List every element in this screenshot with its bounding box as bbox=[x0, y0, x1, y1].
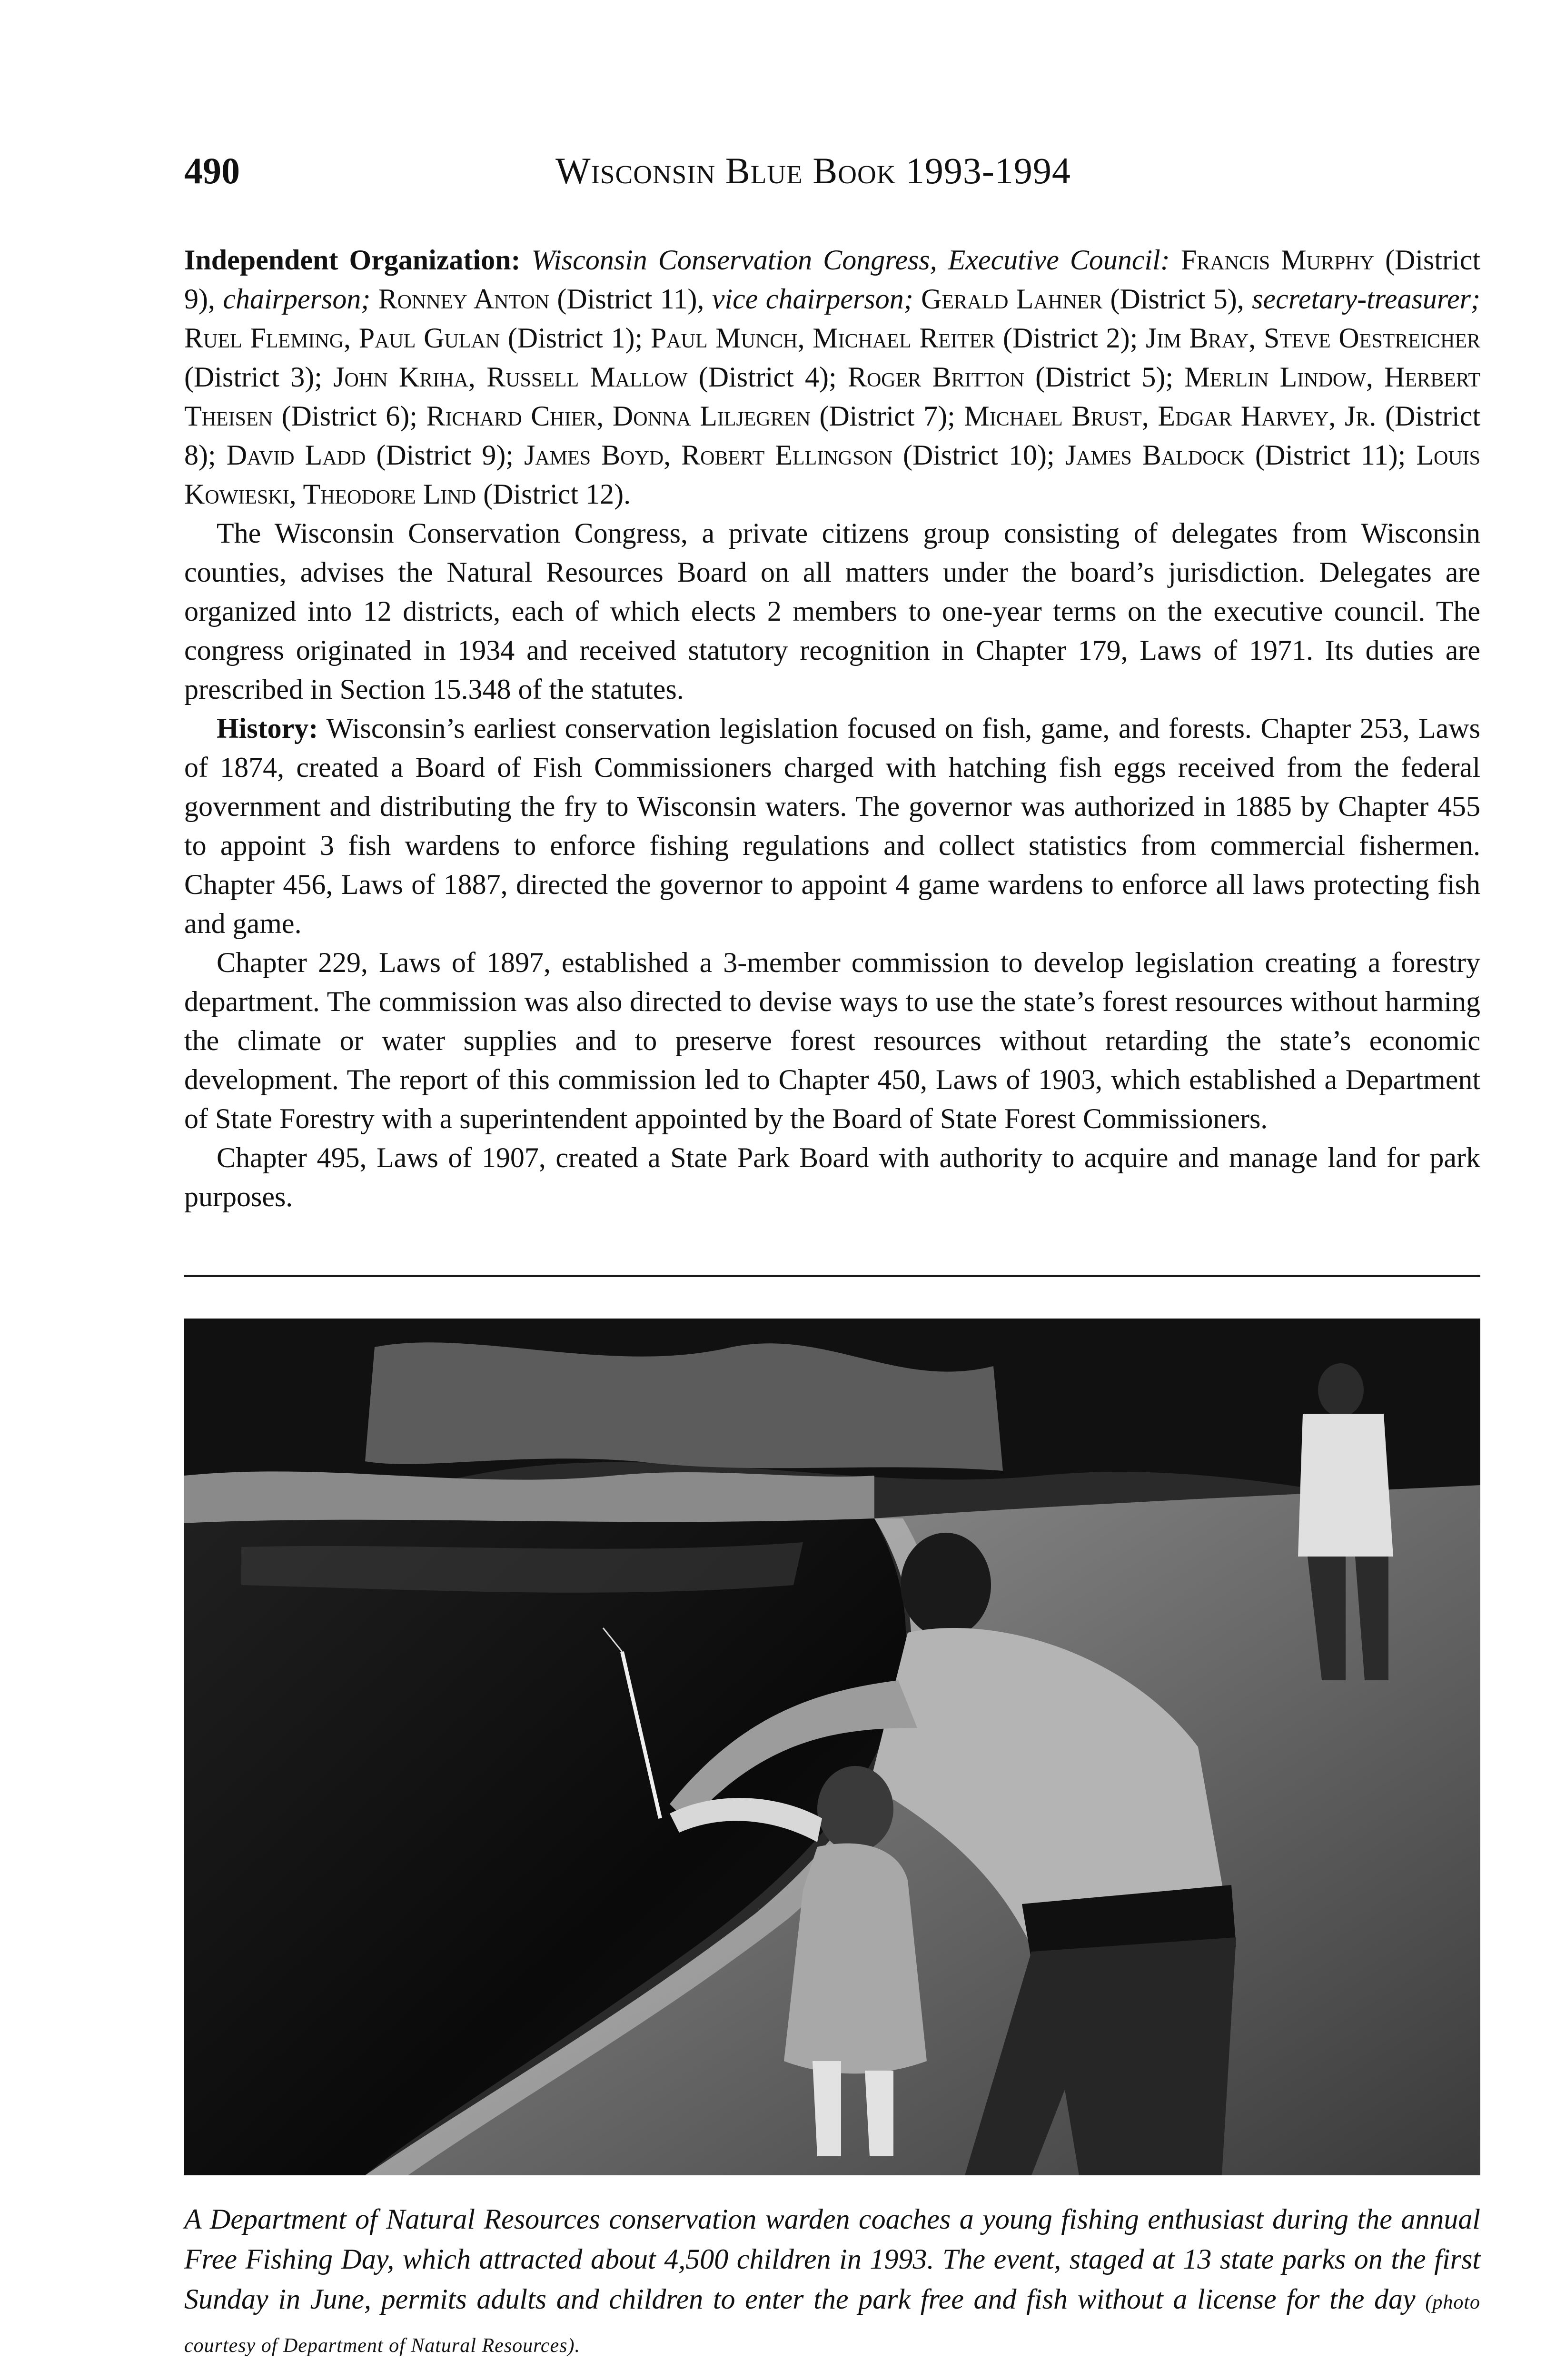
district-label: (District 4); bbox=[687, 361, 848, 393]
district-members: Michael Brust, Edgar Harvey, Jr. bbox=[964, 400, 1377, 432]
history-paragraph bbox=[184, 709, 1480, 943]
district-label: (District 10); bbox=[892, 439, 1065, 471]
district-label: (District 1); bbox=[500, 322, 651, 354]
district-label: (District 12). bbox=[476, 478, 631, 510]
photo-credit: (photo courtesy of Department of Natural Resources). bbox=[184, 2291, 1481, 2357]
caption-text: A Department of Natural Resources conservation warden coaches a young fishing enthusiast during the annual Free Fishing Day, which attracted about 4,500 children in 1993. The event, staged at 13 state parks on the first Sunday in June, permits adults and children to enter the park free and fish without a license for the day bbox=[184, 2203, 1480, 2315]
photo-fishing-warden bbox=[184, 1319, 1480, 2175]
district-label: (District 7); bbox=[810, 400, 964, 432]
history-label: History: bbox=[217, 713, 318, 744]
district-members: Jim Bray, Steve Oestreicher bbox=[1146, 322, 1480, 354]
district-members: Louis Kowieski, Theodore Lind bbox=[184, 439, 1481, 510]
warden-head bbox=[901, 1533, 991, 1637]
photo-caption bbox=[184, 2199, 1480, 2366]
district-label: (District 2); bbox=[995, 322, 1146, 354]
body-text bbox=[184, 240, 1480, 1216]
member-role: chairperson; bbox=[223, 283, 371, 315]
district-members: James Boyd, Robert Ellingson bbox=[524, 439, 893, 471]
member-district: (District 9), bbox=[184, 244, 1480, 315]
district-label: (District 5); bbox=[1024, 361, 1185, 393]
district-members: Roger Britton bbox=[847, 361, 1024, 393]
forestry-paragraph: Chapter 229, Laws of 1897, established a 3-member commission to develop legislation creating a forestry department. The commission was also directed to devise ways to use the state’s forest resources without harming the climate or water supplies and to preserve forest resources without retarding the state’s economic development. The report of this commission led to Chapter 450, Laws of 1903, which established a Department of State Forestry with a superintendent appointed by the Board of State Forest Commissioners. bbox=[184, 947, 1480, 1134]
child-head bbox=[817, 1766, 893, 1852]
district-label: (District 3); bbox=[184, 361, 334, 393]
district-label: (District 8); bbox=[184, 400, 1480, 471]
district-label: (District 11); bbox=[1244, 439, 1417, 471]
member-name: Francis Murphy bbox=[1180, 244, 1375, 276]
district-members: Ruel Fleming, Paul Gulan bbox=[184, 322, 500, 354]
running-head: Wisconsin Blue Book 1993-1994 bbox=[555, 150, 1071, 191]
member-role: vice chairperson; bbox=[712, 283, 913, 315]
section-rule bbox=[184, 1275, 1480, 1277]
member-district: (District 11), bbox=[549, 283, 712, 315]
member-name: Ronney Anton bbox=[378, 283, 549, 315]
page-number: 490 bbox=[184, 150, 240, 191]
district-members: James Baldock bbox=[1065, 439, 1245, 471]
district-members: David Ladd bbox=[226, 439, 366, 471]
history-text: Wisconsin’s earliest conservation legislation focused on fish, game, and forests. Chapter 253, Laws of 1874, created a Board of Fish Commissioners charged with hatching fish eggs received from the federal government and distributing the fry to Wisconsin waters. The governor was authorized in 1885 by Chapter 455 to appoint 3 fish wardens to enforce fishing regulations and collect statistics from commercial fishermen. Chapter 456, Laws of 1887, directed the governor to appoint 4 game wardens to enforce all laws protecting fish and game. bbox=[184, 713, 1480, 939]
organization-paragraph bbox=[184, 240, 1480, 514]
organization-name: Wisconsin Conservation Congress, Executive Council: bbox=[531, 244, 1170, 276]
district-label: (District 9); bbox=[366, 439, 525, 471]
page-header bbox=[184, 152, 1480, 205]
district-label: (District 6); bbox=[272, 400, 426, 432]
member-name: Gerald Lahner bbox=[921, 283, 1103, 315]
organization-label: Independent Organization: bbox=[184, 244, 521, 276]
photo-illustration bbox=[184, 1319, 1480, 2175]
member-role: secretary-treasurer; bbox=[1252, 283, 1480, 315]
district-members: Paul Munch, Michael Reiter bbox=[650, 322, 995, 354]
district-members: John Kriha, Russell Mallow bbox=[333, 361, 688, 393]
parks-paragraph: Chapter 495, Laws of 1907, created a State Park Board with authority to acquire and manage land for park purposes. bbox=[184, 1142, 1480, 1212]
member-district: (District 5), bbox=[1102, 283, 1252, 315]
district-members: Richard Chier, Donna Liljegren bbox=[426, 400, 811, 432]
district-members: Merlin Lindow, Herbert Theisen bbox=[184, 361, 1480, 432]
water-reflection bbox=[241, 1542, 803, 1593]
description-paragraph: The Wisconsin Conservation Congress, a private citizens group consisting of delegates from Wisconsin counties, advises the Natural Resources Board on all matters under the board’s jurisdiction. Delegates are organized into 12 districts, each of which elects 2 members to one-year terms on the executive council. The congress originated in 1934 and received statutory recognition in Chapter 179, Laws of 1971. Its duties are prescribed in Section 15.348 of the statutes. bbox=[184, 517, 1480, 705]
